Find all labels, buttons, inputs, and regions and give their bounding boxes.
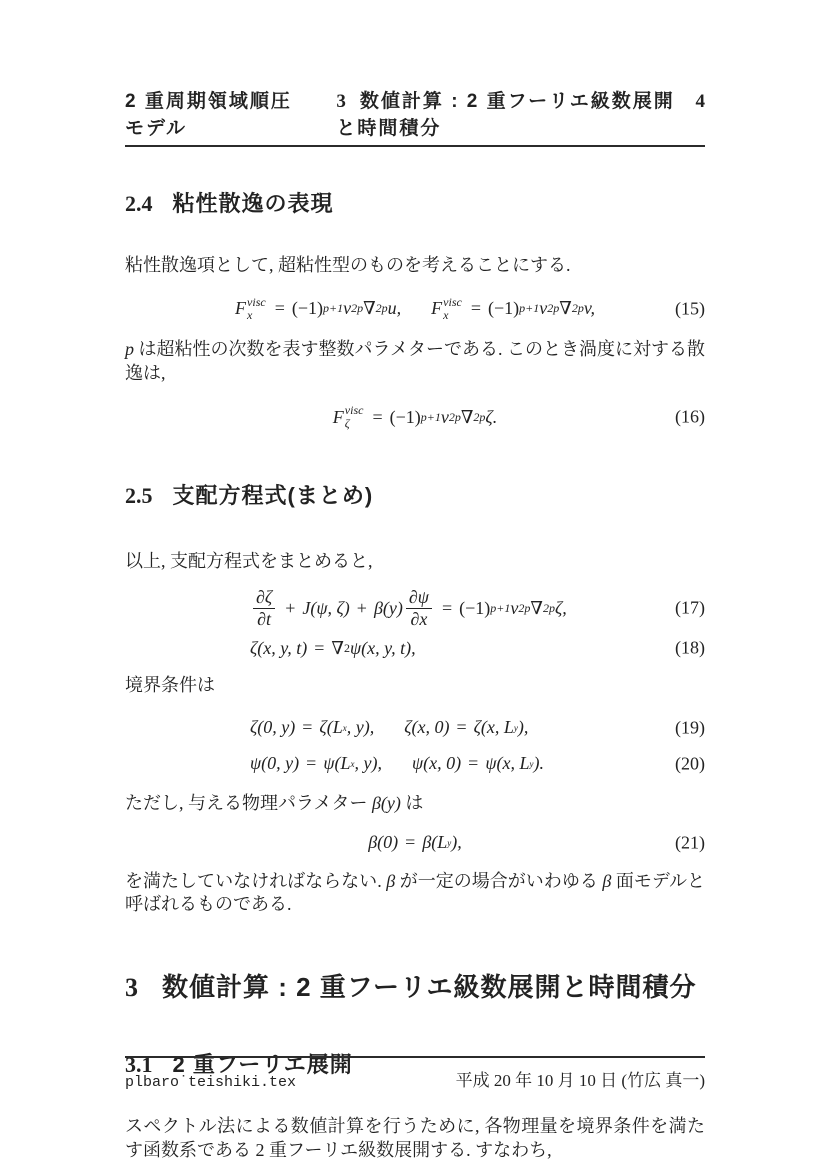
section-2-4-title: 粘性散逸の表現 xyxy=(172,191,334,216)
section-3-1-title: 2 重フーリエ展開 xyxy=(172,1052,353,1077)
equation-21-number: (21) xyxy=(675,832,705,852)
equation-16-body: F visc ζ = (−1) p+1 ν 2p ∇ 2p ζ. xyxy=(332,403,498,431)
section-2-4-heading xyxy=(125,187,705,218)
page-footer xyxy=(125,1056,705,1091)
paragraph-beta-plane: を満たしていなければならない. β が一定の場合がいわゆる β 面モデルと呼ばれるものである. xyxy=(125,870,706,915)
equation-21-body: β(0) = β(L y ), xyxy=(368,832,462,852)
nabla-symbol: ∇ xyxy=(460,406,474,427)
math-beta: β xyxy=(386,870,396,891)
header-section-number: 3 xyxy=(336,91,348,112)
page-number: 4 xyxy=(695,91,705,112)
paragraph-spectral: スペクトル法による数値計算を行うために, 各物理量を境界条件を満たす函数系である 2 重フーリエ級数展開する. すなわち, xyxy=(125,1116,705,1160)
equation-17-number: (17) xyxy=(675,597,705,618)
equals-sign: = xyxy=(306,753,317,774)
running-header xyxy=(125,86,705,147)
equation-15 xyxy=(125,292,705,326)
fraction: $\frac{\partial\psi}{\partial x}$ xyxy=(406,587,432,629)
math-p: p xyxy=(125,338,134,359)
equation-18-number: (18) xyxy=(675,637,705,658)
equation-16-number: (16) xyxy=(675,406,705,427)
equals-sign: = xyxy=(405,832,416,852)
equals-sign: = xyxy=(314,637,325,658)
equation-15-body: F visc x = (−1) p+1 ν 2p ∇ 2p u, F visc x = (−1) p+1 ν 2p ∇ 2p v, xyxy=(235,294,595,322)
fraction: $\frac{\partial\zeta}{\partial t}$ xyxy=(253,587,275,629)
section-2-4-number: 2.4 xyxy=(125,191,153,216)
equation-20 xyxy=(125,750,705,778)
section-3-title: 数値計算 : 2 重フーリエ級数展開と時間積分 xyxy=(162,972,697,1002)
plus-sign: + xyxy=(285,597,296,618)
equation-18-body: ζ(x, y, t) = ∇ 2 ψ(x, y, t), xyxy=(250,637,416,658)
math-supsub: visc ζ xyxy=(344,403,364,431)
beta-term: β(y) xyxy=(373,597,403,618)
nabla-symbol: ∇ xyxy=(331,637,344,658)
paragraph-beta-parameter: ただし, 与える物理パラメター β(y) は xyxy=(125,792,424,813)
equation-20-body: ψ(0, y) = ψ(L x , y), ψ(x, 0) = ψ(x, L y ). xyxy=(250,753,545,774)
math-beta: β xyxy=(602,870,612,891)
math-supsub: visc x xyxy=(247,294,266,322)
equation-19-number: (19) xyxy=(675,717,705,738)
equation-17-body: $\frac{\partial\zeta}{\partial t}$ + J(ψ, ζ) + β(y) $\frac{\partial\psi}{\partial x}$ = (−1) p+1 ν 2p ∇ 2p ζ, xyxy=(250,587,567,629)
equals-sign: = xyxy=(456,717,467,738)
section-2-5-number: 2.5 xyxy=(125,483,153,509)
plus-sign: + xyxy=(356,597,367,618)
equation-16 xyxy=(125,401,705,433)
paragraph-summary: 以上, 支配方程式をまとめると, xyxy=(125,551,373,572)
equals-sign: = xyxy=(274,298,285,319)
math-F: F xyxy=(431,298,443,319)
section-2-5-heading xyxy=(125,479,705,510)
equals-sign: = xyxy=(302,717,313,738)
section-3-heading xyxy=(125,967,705,1004)
nabla-symbol: ∇ xyxy=(530,597,543,618)
equals-sign: = xyxy=(441,597,453,618)
footer-filename: plbaro˙teishiki.tex xyxy=(125,1074,297,1091)
equation-19-body: ζ(0, y) = ζ(L x , y), ζ(x, 0) = ζ(x, L y ), xyxy=(250,717,529,738)
paragraph-boundary: 境界条件は xyxy=(125,675,215,695)
jacobian-term: J(ψ, ζ) xyxy=(302,597,350,618)
math-F: F xyxy=(235,298,247,319)
equation-20-number: (20) xyxy=(675,753,705,774)
section-3-number: 3 xyxy=(125,973,138,1002)
math-supsub: visc x xyxy=(443,294,462,322)
equation-19 xyxy=(125,714,705,742)
nabla-symbol: ∇ xyxy=(363,298,376,319)
paragraph-hyperviscosity: p は超粘性の次数を表す整数パラメターである. このとき渦度に対する散逸は, xyxy=(125,338,705,383)
equals-sign: = xyxy=(372,406,383,427)
equation-21 xyxy=(125,830,705,856)
equation-18 xyxy=(125,634,705,662)
header-doc-title: 2 重周期領域順圧モデル xyxy=(125,91,292,139)
math-F: F xyxy=(332,406,344,427)
equation-15-number: (15) xyxy=(675,298,705,319)
equals-sign: = xyxy=(468,753,479,774)
header-section-ref xyxy=(336,86,695,140)
header-section-title: 数値計算 : 2 重フーリエ級数展開と時間積分 xyxy=(336,91,675,139)
paragraph-viscosity: 粘性散逸項として, 超粘性型のものを考えることにする. xyxy=(125,255,571,275)
footer-date-author: 平成 20 年 10 月 10 日 (竹広 真一) xyxy=(455,1071,705,1090)
math-beta: β(y) xyxy=(371,792,401,813)
nabla-symbol: ∇ xyxy=(559,298,572,319)
section-2-5-title: 支配方程式(まとめ) xyxy=(172,483,374,509)
section-3-1-number: 3.1 xyxy=(125,1052,153,1077)
equation-17 xyxy=(125,584,705,632)
equals-sign: = xyxy=(470,298,481,319)
